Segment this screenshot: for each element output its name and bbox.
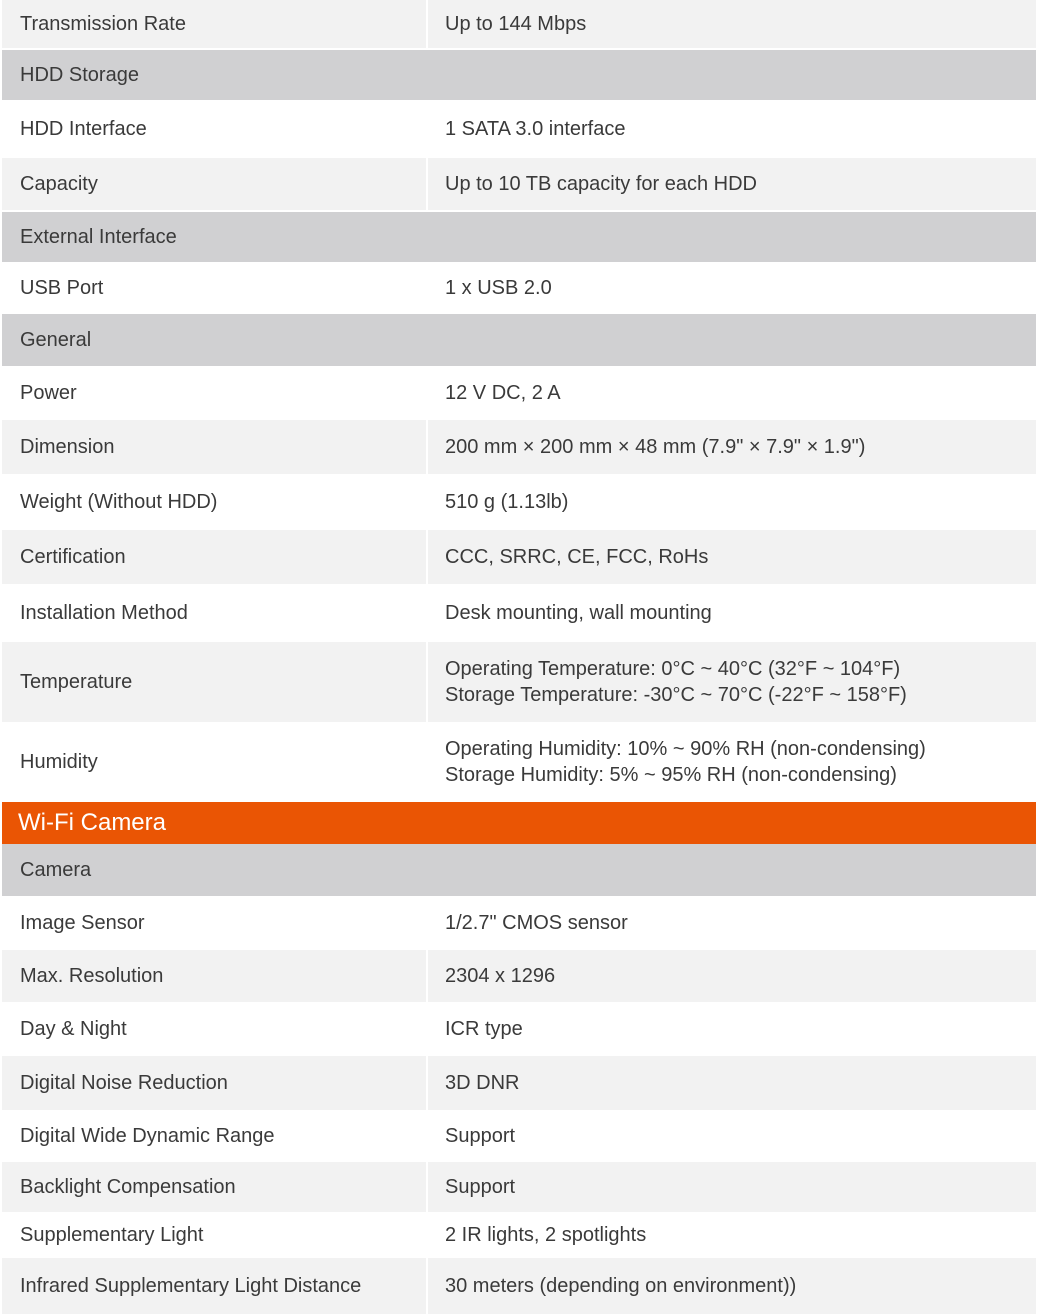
spec-label: Weight (Without HDD) bbox=[2, 476, 428, 528]
spec-value-line: 2304 x 1296 bbox=[445, 965, 556, 987]
spec-value bbox=[428, 11, 1036, 37]
section-title: HDD Storage bbox=[20, 64, 139, 86]
spec-value bbox=[428, 1016, 1036, 1042]
spec-value bbox=[428, 544, 1036, 570]
spec-value-line: 30 meters (depending on environment)) bbox=[445, 1275, 797, 1297]
section-title: General bbox=[20, 329, 92, 351]
spec-label: Backlight Compensation bbox=[2, 1162, 428, 1212]
spec-value bbox=[428, 1222, 1036, 1248]
spec-row bbox=[2, 642, 1036, 724]
spec-value-line: Storage Temperature: -30°C ~ 70°C (-22°F ~ 158°F) bbox=[445, 684, 907, 706]
section-title: Camera bbox=[20, 859, 92, 881]
spec-value bbox=[428, 489, 1036, 515]
spec-value-line: 200 mm × 200 mm × 48 mm (7.9" × 7.9" × 1.9") bbox=[445, 436, 866, 458]
spec-label: Transmission Rate bbox=[2, 0, 428, 48]
spec-row bbox=[2, 368, 1036, 420]
spec-row bbox=[2, 1258, 1036, 1316]
spec-value-line: Operating Temperature: 0°C ~ 40°C (32°F ~ 104°F) bbox=[445, 658, 901, 680]
spec-row bbox=[2, 898, 1036, 950]
spec-row bbox=[2, 1214, 1036, 1258]
spec-row bbox=[2, 586, 1036, 642]
spec-value-line: Operating Humidity: 10% ~ 90% RH (non-condensing) bbox=[445, 738, 926, 760]
spec-table bbox=[2, 0, 1036, 1316]
spec-row bbox=[2, 1056, 1036, 1112]
spec-label: Max. Resolution bbox=[2, 950, 428, 1002]
spec-row bbox=[2, 1162, 1036, 1214]
section-header bbox=[2, 212, 1036, 264]
spec-value-line: 510 g (1.13lb) bbox=[445, 491, 569, 513]
spec-value-line: Support bbox=[445, 1176, 516, 1198]
spec-value bbox=[428, 1070, 1036, 1096]
spec-label: Dimension bbox=[2, 420, 428, 474]
spec-value bbox=[428, 1123, 1036, 1149]
spec-label: Digital Wide Dynamic Range bbox=[2, 1112, 428, 1160]
spec-label: Humidity bbox=[2, 724, 428, 800]
spec-value-line: Desk mounting, wall mounting bbox=[445, 602, 712, 624]
spec-value bbox=[428, 600, 1036, 626]
spec-value-line: 1/2.7" CMOS sensor bbox=[445, 912, 628, 934]
spec-value bbox=[428, 116, 1036, 142]
section-header bbox=[2, 50, 1036, 102]
spec-value-line: 1 SATA 3.0 interface bbox=[445, 118, 626, 140]
spec-value-line: Up to 144 Mbps bbox=[445, 13, 587, 35]
spec-row bbox=[2, 724, 1036, 802]
spec-label: Day & Night bbox=[2, 1004, 428, 1054]
spec-row bbox=[2, 264, 1036, 314]
spec-value-line: Storage Humidity: 5% ~ 95% RH (non-condensing) bbox=[445, 764, 897, 786]
spec-row bbox=[2, 950, 1036, 1004]
spec-row bbox=[2, 158, 1036, 212]
category-header bbox=[2, 802, 1036, 844]
section-title: External Interface bbox=[20, 226, 177, 248]
spec-value-line: Support bbox=[445, 1125, 516, 1147]
spec-value-line: CCC, SRRC, CE, FCC, RoHs bbox=[445, 546, 709, 568]
spec-label: Capacity bbox=[2, 158, 428, 210]
spec-row bbox=[2, 1112, 1036, 1162]
spec-value bbox=[428, 171, 1036, 197]
spec-value bbox=[428, 1174, 1036, 1200]
spec-label: Supplementary Light bbox=[2, 1214, 428, 1256]
spec-value-line: 3D DNR bbox=[445, 1072, 520, 1094]
spec-label: Image Sensor bbox=[2, 898, 428, 948]
section-header bbox=[2, 844, 1036, 898]
spec-label: Infrared Supplementary Light Distance bbox=[2, 1258, 428, 1314]
spec-label: Power bbox=[2, 368, 428, 418]
category-title: Wi-Fi Camera bbox=[18, 809, 166, 836]
section-header bbox=[2, 314, 1036, 368]
spec-label: HDD Interface bbox=[2, 102, 428, 156]
spec-value bbox=[428, 736, 1036, 788]
spec-label: Digital Noise Reduction bbox=[2, 1056, 428, 1110]
spec-row bbox=[2, 420, 1036, 476]
spec-row bbox=[2, 0, 1036, 50]
spec-value-line: Up to 10 TB capacity for each HDD bbox=[445, 173, 757, 195]
spec-value bbox=[428, 656, 1036, 708]
spec-label: USB Port bbox=[2, 264, 428, 312]
spec-row bbox=[2, 1004, 1036, 1056]
spec-value-line: 12 V DC, 2 A bbox=[445, 382, 561, 404]
spec-value bbox=[428, 963, 1036, 989]
spec-label: Installation Method bbox=[2, 586, 428, 640]
spec-value bbox=[428, 1273, 1036, 1299]
spec-value bbox=[428, 380, 1036, 406]
spec-value bbox=[428, 910, 1036, 936]
spec-row bbox=[2, 102, 1036, 158]
spec-value bbox=[428, 434, 1036, 460]
spec-value bbox=[428, 275, 1036, 301]
spec-value-line: 2 IR lights, 2 spotlights bbox=[445, 1224, 647, 1246]
spec-row bbox=[2, 476, 1036, 530]
spec-value-line: 1 x USB 2.0 bbox=[445, 277, 552, 299]
spec-value-line: ICR type bbox=[445, 1018, 523, 1040]
spec-row bbox=[2, 530, 1036, 586]
spec-label: Certification bbox=[2, 530, 428, 584]
spec-label: Temperature bbox=[2, 642, 428, 722]
